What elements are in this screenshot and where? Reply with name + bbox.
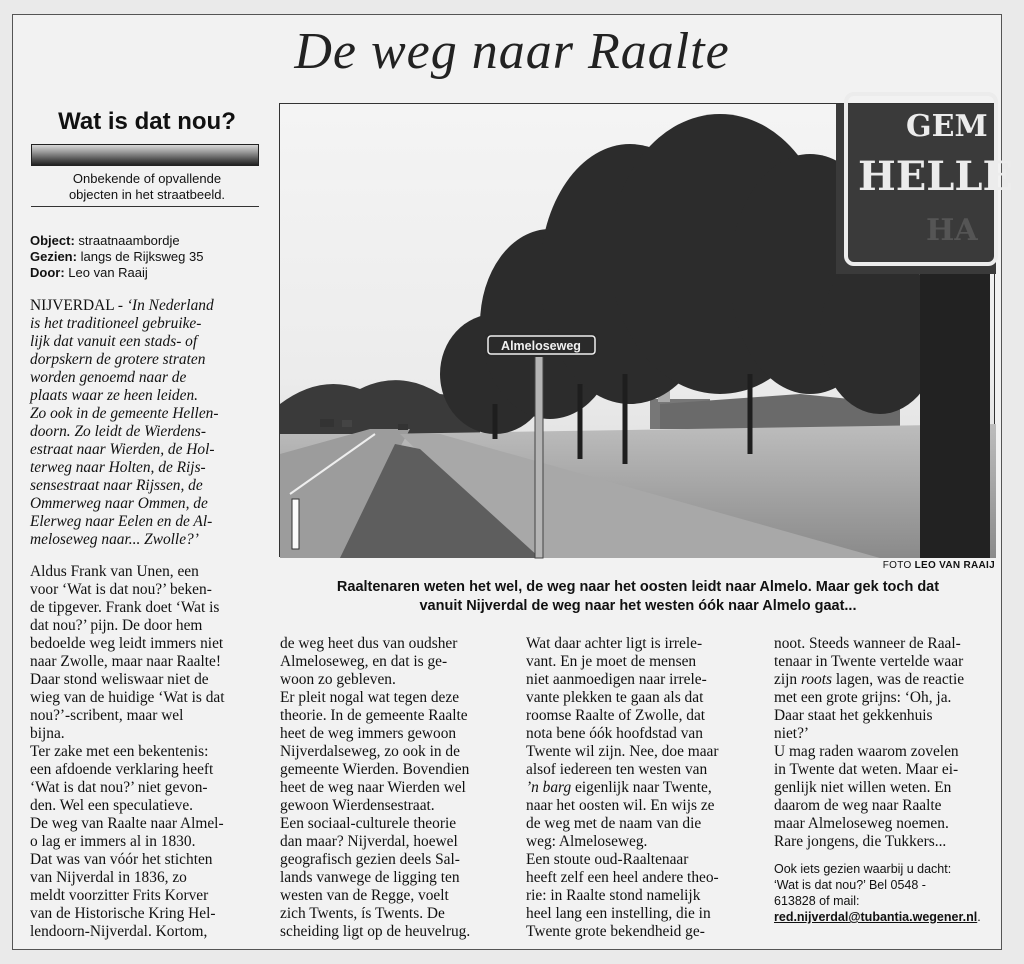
headline: De weg naar Raalte xyxy=(294,23,730,80)
fact-label: Door: xyxy=(30,265,65,280)
fact-value: Leo van Raaij xyxy=(68,265,148,280)
credit-prefix: FOTO xyxy=(882,560,915,571)
column-text: noot. Steeds wanneer de Raal- tenaar in Twente vertelde waar zijn xyxy=(774,635,964,688)
fact-value: langs de Rijksweg 35 xyxy=(80,249,204,264)
body-column-3 xyxy=(526,635,761,941)
fact-object xyxy=(30,233,270,249)
column-text: eigenlijk naar Twente, naar het oosten wil. En wijs ze de weg met de naam van die weg: Almeloseweg. Een stoute oud-Raaltenaar heeft zelf een heel andere theo- rie: in Raalte stond namelijk heel lang een instelling, die in Twente grote bekendheid ge- xyxy=(526,779,719,940)
column-text: lagen, was de reactie met een grote grijns: ‘Oh, ja. Daar staat het gekkenhuis niet?’ U mag raden waarom zovelen in Twente dat weten. Maar ei- genlijk niet willen weten. En daarom de weg naar Raalte maar Almeloseweg noemen. Rare jongens, die Tukkers... xyxy=(774,671,965,850)
photo xyxy=(279,103,1014,557)
fact-value: straatnaambordje xyxy=(78,233,180,248)
fact-seen xyxy=(30,249,270,265)
rubric-bar xyxy=(31,144,259,166)
photo-credit xyxy=(840,560,995,571)
town-sign-line1: GEM xyxy=(906,109,988,144)
dateline: NIJVERDAL - xyxy=(30,297,127,314)
contact-email-link[interactable]: red.nijverdal@tubantia.wegener.nl xyxy=(774,910,978,924)
column-text: Wat daar achter ligt is irrele- vant. En je moet de mensen niet aanmoedigen naar irrele- vante plekken te gaan als dat roomse Raalte of Zwolle, dat nota bene óók hoofdstad van Twente wil zijn. Nee, doe maar alsof iedereen ten westen van xyxy=(526,635,719,778)
street-sign-text: Almeloseweg xyxy=(501,339,581,353)
intro-paragraph xyxy=(30,297,258,549)
fact-label: Gezien: xyxy=(30,249,77,264)
rubric-subtitle: Onbekende of opvallende objecten in het straatbeeld. xyxy=(68,171,226,202)
fact-label: Object: xyxy=(30,233,75,248)
divider xyxy=(31,206,259,207)
contact-text: Ook iets gezien waarbij u dacht: ‘Wat is dat nou?’ Bel 0548 - 613828 of mail: xyxy=(774,862,952,908)
contact-end: . xyxy=(977,910,981,924)
town-sign-line3: HA xyxy=(926,213,978,248)
body-column-2: de weg heet dus van oudsher Almeloseweg, en dat is ge- woon zo gebleven. Er pleit nogal wat tegen deze theorie. In de gemeente Raalte heet de weg immers gewoon Nijverdalseweg, zo ook in de gemeente Wierden. Bovendien heet de weg naar Wierden wel gewoon Wierdensestraat. Een sociaal-culturele theorie dan maar? Nijverdal, hoewel geografisch gezien deels Sal- lands vanwege de ligging ten westen van de Regge, voelt zich Twents, ís Twents. De scheiding ligt op de heuvelrug. xyxy=(280,635,471,940)
body-column-1: Aldus Frank van Unen, een voor ‘Wat is dat nou?’ beken- de tipgever. Frank doet ‘Wat is dat nou?’ pijn. De door hem bedoelde weg leidt immers niet naar Zwolle, maar naar Raalte! Daar stond weliswaar niet de wieg van de huidige ‘Wat is dat nou?’-scribent, maar wel bijna. Ter zake met een bekentenis: een afdoende verklaring heeft ‘Wat is dat nou?’ niet gevon- den. Wel een speculatieve. De weg van Raalte naar Almel- o lag er immers al in 1830. Dat was van vóór het stichten van Nijverdal in 1836, zo meldt voorzitter Frits Korver van de Historische Kring Hel- lendoorn-Nijverdal. Kortom, xyxy=(30,563,225,940)
photo-caption: Raaltenaren weten het wel, de weg naar het oosten leidt naar Almelo. Maar gek toch dat vanuit Nijverdal de weg naar het westen óók naar Almelo gaat... xyxy=(336,579,940,614)
column-italic: ’n barg xyxy=(526,779,572,796)
credit-name: LEO VAN RAAIJ xyxy=(914,560,995,571)
body-column-4 xyxy=(774,635,999,851)
contact-box xyxy=(774,861,999,925)
fact-box xyxy=(30,233,270,281)
rubric-title: Wat is dat nou? xyxy=(58,108,236,135)
intro-quote: ‘In Nederland is het traditioneel gebruike- lijk dat vanuit een stads- of dorpskern de grotere straten worden genoemd naar de plaats waar ze heen leiden. Zo ook in de gemeente Hellen- doorn. Zo leidt de Wierdens- estraat naar Wierden, de Hol- terweg naar Holten, de Rijs- sensestraat naar Rijssen, de Ommerweg naar Ommen, de Elerweg naar Eelen en de Al- meloseweg naar... Zwolle?’ xyxy=(30,297,219,548)
road-scene-illustration xyxy=(280,104,1014,558)
column-italic: roots xyxy=(800,671,833,688)
town-sign-line2: HELLE xyxy=(858,153,1014,200)
fact-author xyxy=(30,265,270,281)
